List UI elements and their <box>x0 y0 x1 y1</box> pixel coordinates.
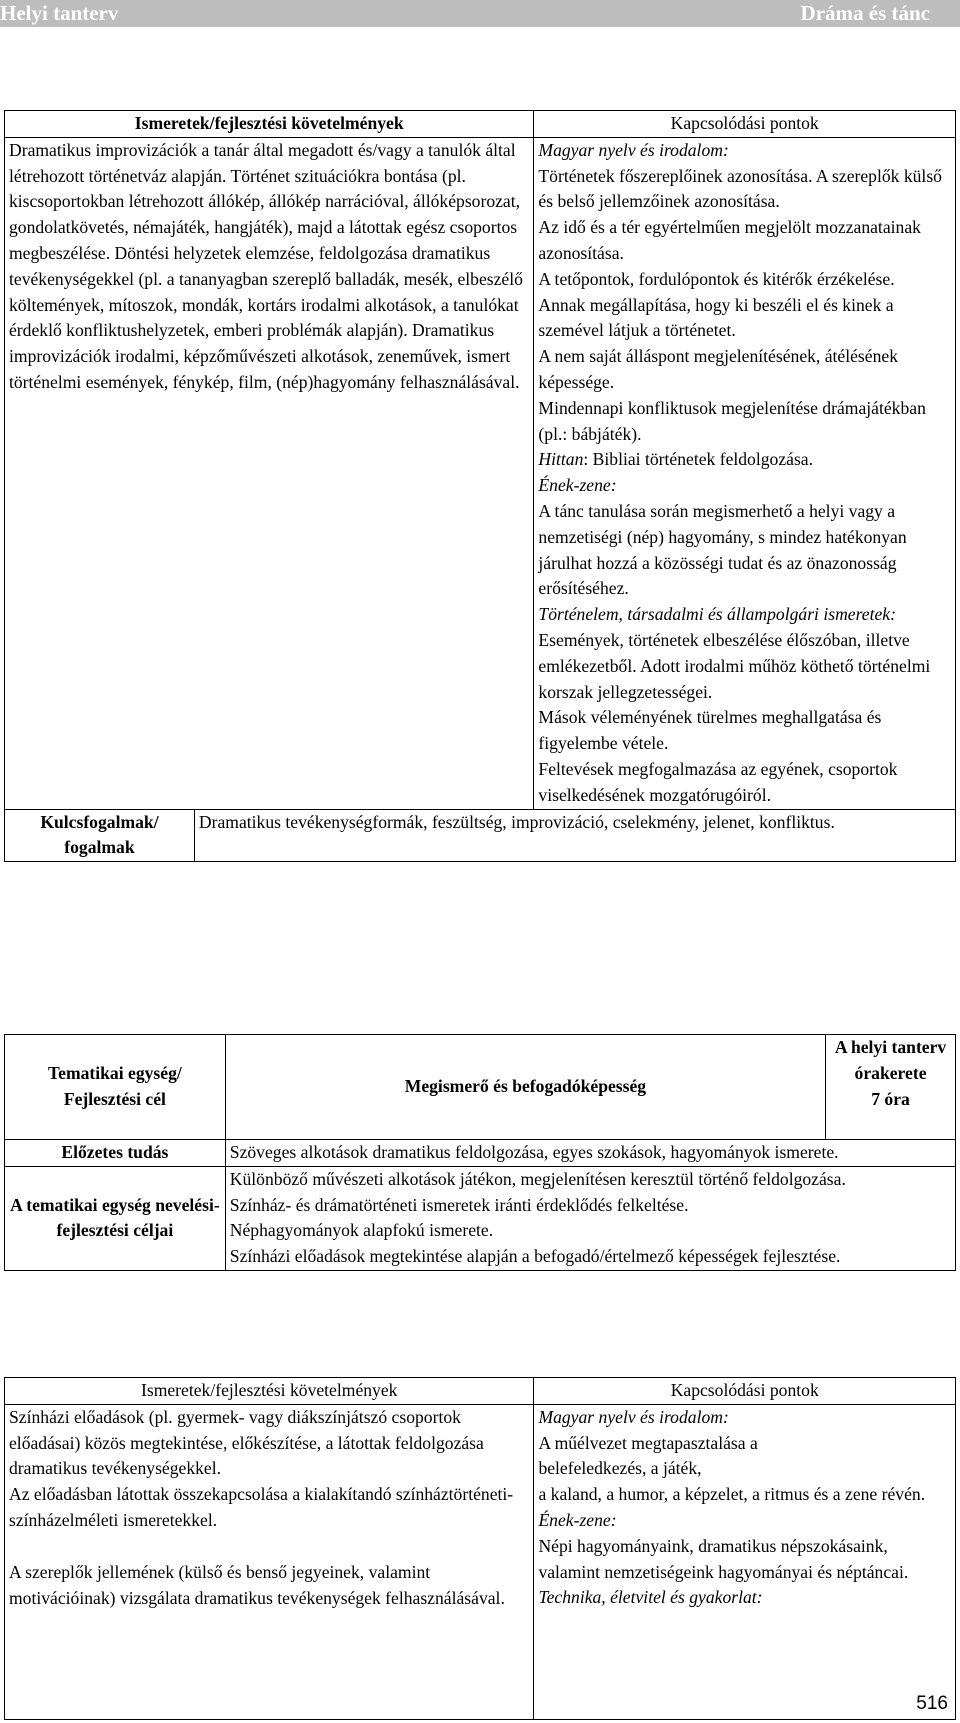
development-goals-cell <box>225 1166 955 1270</box>
competency-text: Az előadásban látottak összekapcsolása a kialakítandó színháztörténeti- színházelméleti ismeretekkel. <box>9 1484 514 1530</box>
hours-value: 7 óra <box>871 1088 910 1109</box>
page-header <box>0 0 960 27</box>
connection-subject-title: Magyar nyelv és irodalom: <box>538 139 729 160</box>
competencies-cell <box>5 137 534 809</box>
connection-text: : Bibliai történetek feldolgozása. <box>583 449 814 470</box>
development-goals-label: A tematikai egység nevelési-fejlesztési céljai <box>5 1166 226 1270</box>
goal-item: Színház- és drámatörténeti ismeretek iránti érdeklődés felkeltése. <box>229 1194 689 1215</box>
connection-subject-title: Ének-zene: <box>538 475 617 496</box>
connection-text: Annak megállapítása, hogy ki beszéli el és kinek a szemével látjuk a történetet. <box>538 294 894 341</box>
connection-subject-title: Hittan <box>538 449 584 470</box>
connection-text: A tetőpontok, fordulópontok és kitérők érzékelése. <box>538 268 895 289</box>
competency-text: Színházi előadások (pl. gyermek- vagy diákszínjátszó csoportok előadásai) közös megtekintése, előkészítése, a látottak feldolgozása dramatikus tevékenységekkel. <box>9 1406 484 1479</box>
header-right-title: Dráma és tánc <box>800 1 930 25</box>
connection-text: belefeledkezés, a játék, <box>538 1458 702 1479</box>
hours-cell <box>826 1035 956 1140</box>
goal-item: Néphagyományok alapfokú ismerete. <box>229 1220 494 1241</box>
competencies-cell <box>5 1404 534 1719</box>
prior-knowledge-text: Szöveges alkotások dramatikus feldolgozása, egyes szokások, hagyományok ismerete. <box>225 1140 955 1167</box>
key-concepts-label: Kulcsfogalmak/ fogalmak <box>5 809 195 862</box>
connection-subject-title: Ének-zene: <box>538 1509 617 1530</box>
page-number: 516 <box>916 1693 948 1714</box>
connection-subject-title: Történelem, társadalmi és állampolgári ismeretek: <box>538 604 896 625</box>
connection-subject-title: Technika, életvitel és gyakorlat: <box>538 1587 763 1608</box>
connection-text: a kaland, a humor, a képzelet, a ritmus és a zene révén. <box>538 1484 926 1505</box>
hours-label: A helyi tanterv órakerete <box>834 1037 947 1083</box>
competency-table-2 <box>4 1377 956 1720</box>
connection-subject-title: Magyar nyelv és irodalom: <box>538 1406 729 1427</box>
thematic-unit-label: Tematikai egység/ Fejlesztési cél <box>5 1035 226 1140</box>
connection-text: Mások véleményének türelmes meghallgatása és figyelembe vétele. <box>538 707 882 754</box>
competency-table <box>4 110 956 862</box>
key-concepts-text: Dramatikus tevékenységformák, feszültség, improvizáció, cselekmény, jelenet, konfliktus. <box>194 809 955 862</box>
competencies-text: Dramatikus improvizációk a tanár által megadott és/vagy a tanulók által létrehozott történetváz alapján. Történet szituációkra bontása (pl. kiscsoportokban létrehozott állókép, állókép narrációval, állóképsorozat, gondolatkövetés, némajáték, hangjáték), majd a látottak egész csoportos megbeszélése. Döntési helyzetek elemzése, feldolgozása dramatikus tevékenységekkel (pl. a tananyagban szereplő balladák, mesék, elbeszélő költemények, mítoszok, mondák, kortárs irodalmi alkotások, a tanulókat érdeklő konfliktushelyzetek, emberi problémák alapján). Dramatikus improvizációk irodalmi, képzőművészeti alkotások, zeneművek, ismert történelmi események, fénykép, film, (nép)hagyomány felhasználásával. <box>9 139 523 392</box>
connection-text: A nem saját álláspont megjelenítésének, átélésének képessége. <box>538 346 898 392</box>
connection-text: Események, történetek elbeszélése élőszóban, illetve emlékezetből. Adott irodalmi műhöz köthető történelmi korszak jellegzetességei. <box>538 629 931 702</box>
connections-cell <box>534 1404 956 1719</box>
thematic-unit-title: Megismerő és befogadóképesség <box>225 1035 825 1140</box>
connection-text: Történetek főszereplőinek azonosítása. A szereplők külső és belső jellemzőinek azonosítása. <box>538 165 942 212</box>
competency-text: A szereplők jellemének (külső és benső jegyeinek, valamint motivációinak) vizsgálata dramatikus tevékenységek felhasználásával. <box>9 1561 505 1608</box>
connection-hittan-line <box>538 447 951 473</box>
col-header-connections: Kapcsolódási pontok <box>534 1378 956 1405</box>
connection-text: Az idő és a tér egyértelműen megjelölt mozzanatainak azonosítása. <box>538 217 921 263</box>
goal-item: Színházi előadások megtekintése alapján a befogadó/értelmező képességek fejlesztése. <box>229 1246 841 1267</box>
prior-knowledge-label: Előzetes tudás <box>5 1140 226 1167</box>
col-header-competencies: Ismeretek/fejlesztési követelmények <box>5 111 534 138</box>
connections-cell <box>534 137 956 809</box>
connection-text: Feltevések megfogalmazása az egyének, csoportok viselkedésének mozgatórugóiról. <box>538 758 898 805</box>
connection-text: Népi hagyományaink, dramatikus népszokásaink, valamint nemzetiségeink hagyományai és néptáncai. <box>538 1535 909 1582</box>
connection-text: A tánc tanulása során megismerhető a helyi vagy a nemzetiségi (nép) hagyomány, s mindez hatékonyan járulhat hozzá a közösségi tudat és az önazonosság erősítéséhez. <box>538 500 907 599</box>
thematic-unit-table <box>4 1034 956 1271</box>
goal-item: Különböző művészeti alkotások játékon, megjelenítésen keresztül történő feldolgozása. <box>229 1168 846 1189</box>
col-header-connections: Kapcsolódási pontok <box>534 111 956 138</box>
header-left-title: Helyi tanterv <box>0 1 119 25</box>
col-header-competencies: Ismeretek/fejlesztési követelmények <box>5 1378 534 1405</box>
connection-text: A műélvezet megtapasztalása a <box>538 1432 758 1453</box>
connection-text: Mindennapi konfliktusok megjelenítése drámajátékban (pl.: bábjáték). <box>538 397 926 444</box>
